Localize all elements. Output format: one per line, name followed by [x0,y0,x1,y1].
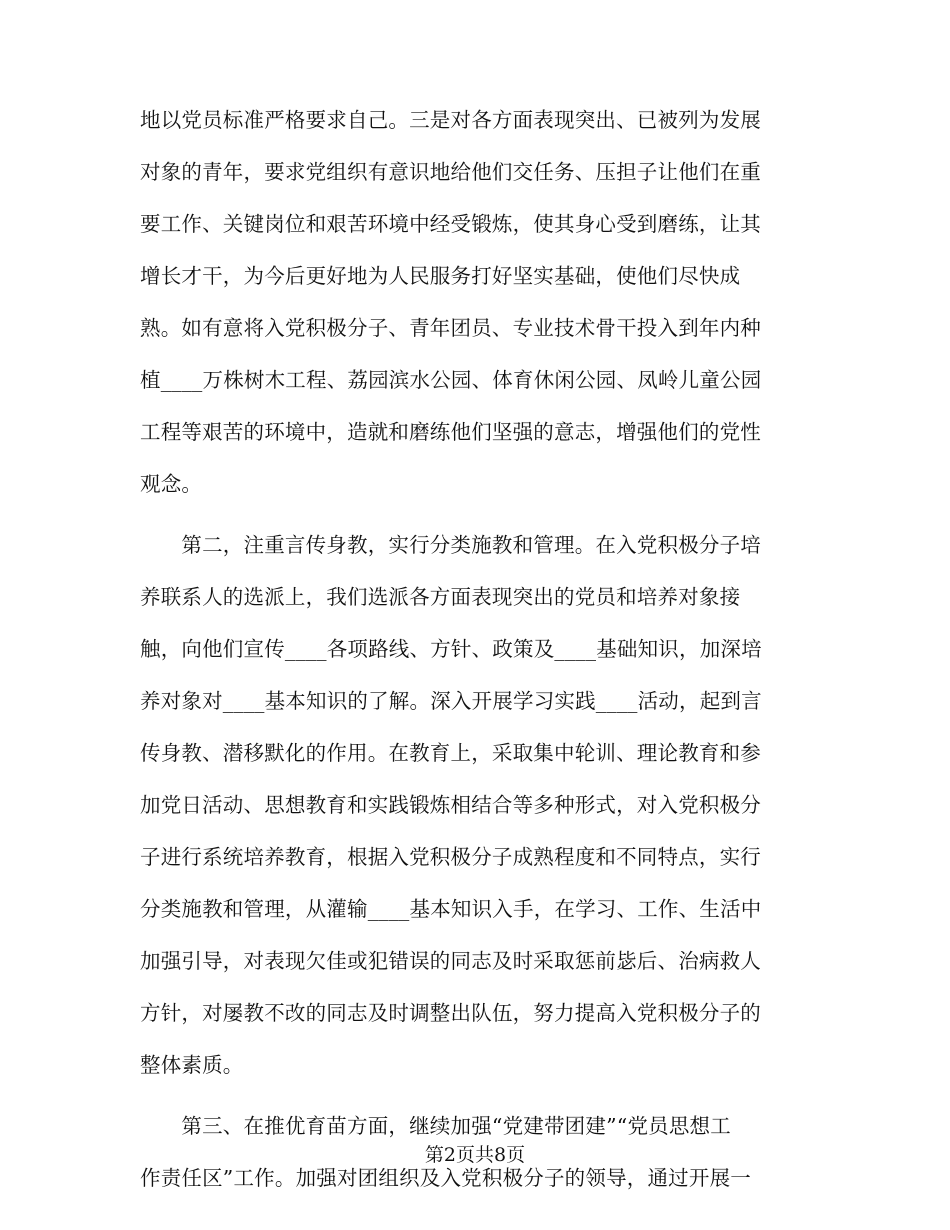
text-line: 加强引导，对表现欠佳或犯错误的同志及时采取惩前毖后、治病救人 [140,949,761,973]
text-line: 子进行系统培养教育，根据入党积极分子成熟程度和不同特点，实行 [140,845,761,869]
text-line: 分类施教和管理，从灌输____基本知识入手，在学习、工作、生活中 [140,897,762,921]
text-line: 地以党员标准严格要求自己。三是对各方面表现突出、已被列为发展 [140,108,761,132]
text-line: 养对象对____基本知识的了解。深入开展学习实践____活动，起到言 [140,689,762,713]
text-line: 触，向他们宣传____各项路线、方针、政策及____基础知识，加深培 [140,637,762,661]
text-line: 加党日活动、思想教育和实践锻炼相结合等多种形式，对入党积极分 [140,793,761,817]
paragraph-spacer [140,1091,800,1100]
text-line: 工程等艰苦的环境中，造就和磨练他们坚强的意志，增强他们的党性 [140,420,761,444]
document-body [140,94,800,1204]
text-line: 方针，对屡教不改的同志及时调整出队伍，努力提高入党积极分子的 [140,1001,761,1025]
text-line: 传身教、潜移默化的作用。在教育上，采取集中轮训、理论教育和参 [140,741,761,765]
text-line: 对象的青年，要求党组织有意识地给他们交任务、压担子让他们在重 [140,160,761,184]
text-line: 作责任区”工作。加强对团组织及入党积极分子的领导，通过开展一 [140,1166,751,1190]
text-line: 养联系人的选派上，我们选派各方面表现突出的党员和培养对象接 [140,585,741,609]
paragraph-spacer [140,510,800,519]
text-line: 第二，注重言传身教，实行分类施教和管理。在入党积极分子培 [140,533,761,557]
text-line: 观念。 [140,472,203,496]
text-line: 熟。如有意将入党积极分子、青年团员、专业技术骨干投入到年内种 [140,316,761,340]
text-line: 第三、在推优育苗方面，继续加强“党建带团建”“党员思想工 [140,1114,731,1138]
text-line: 要工作、关键岗位和艰苦环境中经受锻炼，使其身心受到磨练，让其 [140,212,761,236]
paragraph-2 [140,519,800,1091]
text-line: 整体素质。 [140,1053,244,1077]
text-line: 植____万株树木工程、荔园滨水公园、体育休闲公园、凤岭儿童公园 [140,368,762,392]
paragraph-1 [140,94,800,510]
text-line: 增长才干，为今后更好地为人民服务打好坚实基础，使他们尽快成 [140,264,741,288]
page-number-footer: 第2页共8页 [424,1144,526,1166]
